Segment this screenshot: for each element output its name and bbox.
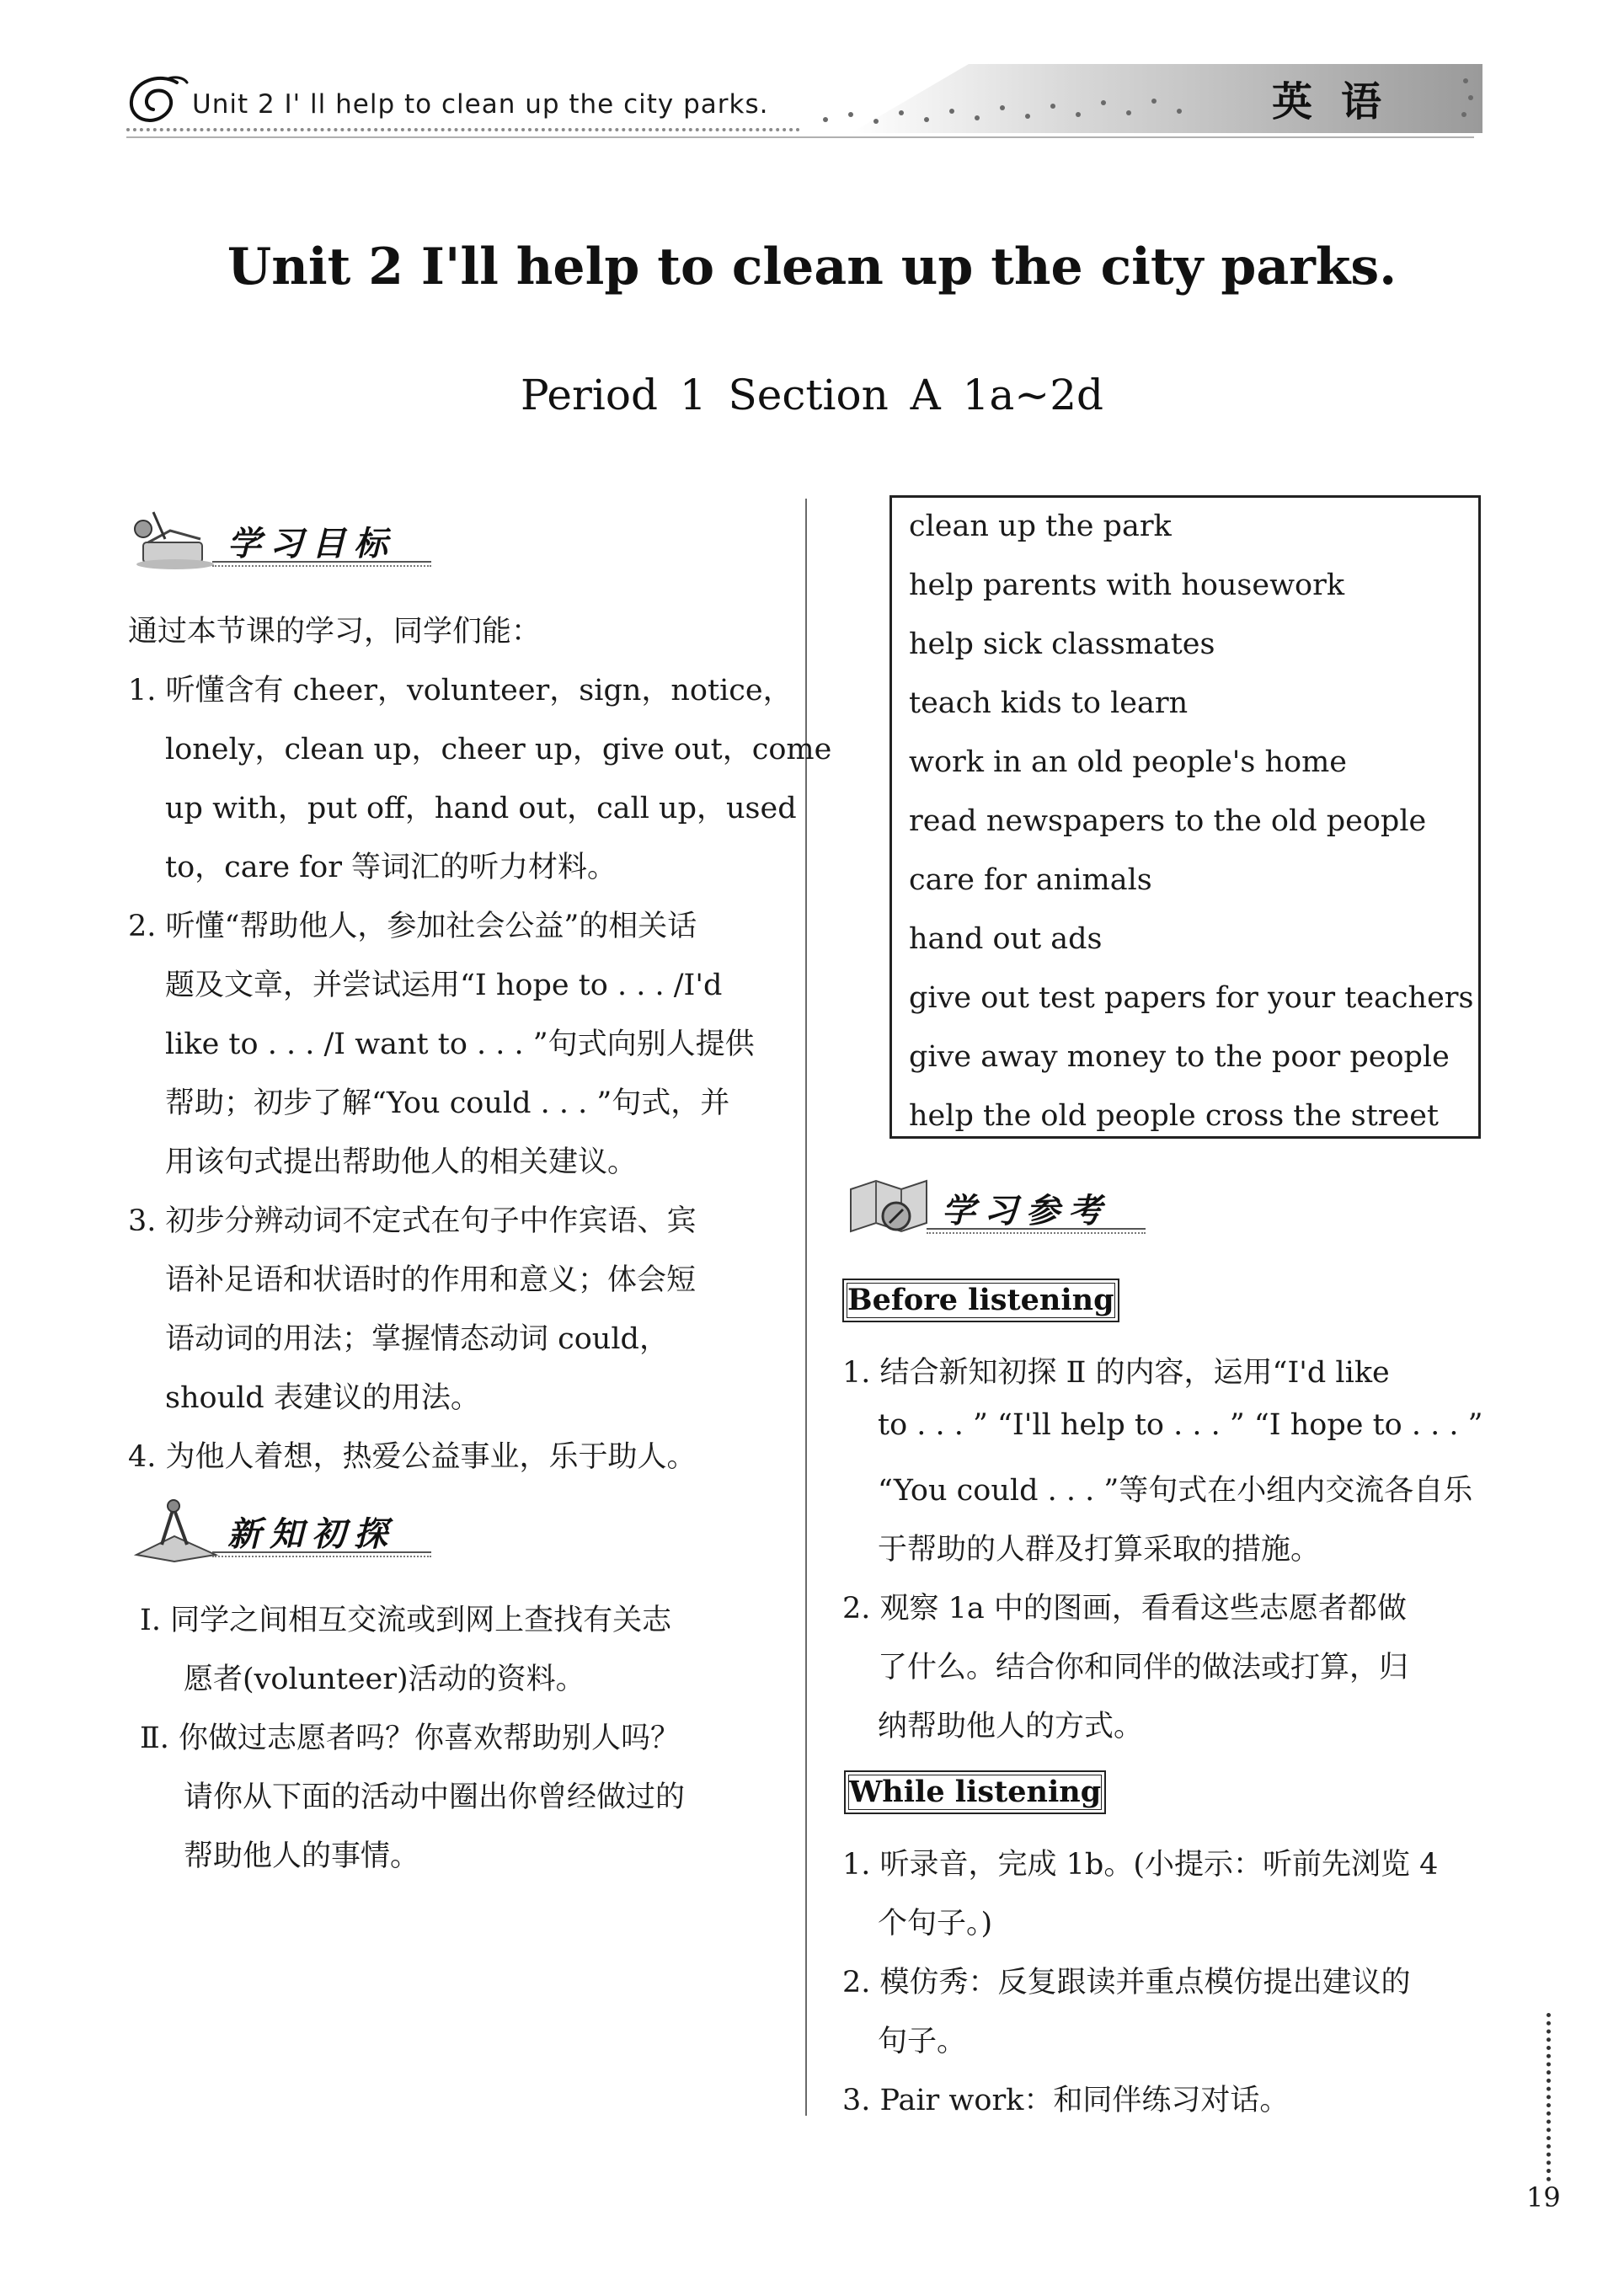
before-listening-line: 2. 观察 1a 中的图画，看看这些志愿者都做 xyxy=(842,1592,1407,1626)
new-knowledge-line: Ⅰ. 同学之间相互交流或到网上查找有关志 xyxy=(140,1604,672,1637)
running-header xyxy=(126,61,1482,145)
new-knowledge-line: 愿者(volunteer)活动的资料。 xyxy=(184,1663,585,1696)
swirl-logo-icon xyxy=(126,71,190,130)
header-dotted-rule xyxy=(126,128,800,131)
heading-dotted-underline xyxy=(212,565,431,567)
page-number: 19 xyxy=(1526,2181,1561,2213)
goals-intro: 通过本节课的学习，同学们能： xyxy=(128,615,542,649)
learning-reference-heading xyxy=(842,1172,1179,1248)
pen-and-book-icon xyxy=(128,505,221,573)
activity-item: care for animals xyxy=(909,863,1152,897)
before-listening-line: to . . . ” “I'll help to . . . ” “I hope to . . . ” xyxy=(878,1408,1483,1442)
goals-line: 题及文章，并尝试运用“I hope to . . . /I'd xyxy=(165,969,723,1002)
activity-item: hand out ads xyxy=(909,922,1103,956)
goals-line: 1. 听懂含有 cheer，volunteer，sign，notice， xyxy=(128,674,793,707)
before-listening-line: 了什么。结合你和同伴的做法或打算，归 xyxy=(878,1651,1409,1684)
goals-line: 4. 为他人着想，热爱公益事业，乐于助人。 xyxy=(128,1440,697,1474)
new-knowledge-line: Ⅱ. 你做过志愿者吗？你喜欢帮助别人吗？ xyxy=(140,1722,681,1755)
new-knowledge-heading xyxy=(128,1496,465,1572)
while-listening-label: While listening xyxy=(844,1770,1106,1814)
activity-item: give out test papers for your teachers xyxy=(909,981,1474,1015)
before-listening-line: 于帮助的人群及打算采取的措施。 xyxy=(878,1533,1321,1567)
heading-underline xyxy=(927,1228,1146,1230)
activity-item: read newspapers to the old people xyxy=(909,804,1427,838)
while-listening-line: 3. Pair work：和同伴练习对话。 xyxy=(842,2084,1290,2117)
goals-line: should 表建议的用法。 xyxy=(165,1381,480,1415)
goals-line: 帮助；初步了解“You could . . . ”句式，并 xyxy=(165,1086,730,1120)
activity-item: give away money to the poor people xyxy=(909,1040,1450,1074)
activity-item: teach kids to learn xyxy=(909,686,1189,720)
running-title: Unit 2 I' ll help to clean up the city parks. xyxy=(192,89,769,120)
activity-item: help the old people cross the street xyxy=(909,1099,1439,1133)
goals-line: 语补足语和状语时的作用和意义；体会短 xyxy=(165,1263,697,1297)
learning-goals-heading xyxy=(128,505,465,581)
heading-underline xyxy=(212,1551,431,1553)
activity-item: clean up the park xyxy=(909,510,1172,543)
before-listening-line: “You could . . . ”等句式在小组内交流各自乐 xyxy=(878,1474,1473,1508)
goals-line: 语动词的用法；掌握情态动词 could， xyxy=(165,1322,669,1356)
telescope-icon xyxy=(128,1496,221,1563)
learning-reference-title: 学习参考 xyxy=(942,1191,1110,1231)
activity-item: help parents with housework xyxy=(909,569,1345,602)
learning-goals-title: 学习目标 xyxy=(227,524,396,563)
activity-item: help sick classmates xyxy=(909,627,1215,661)
goals-line: 3. 初步分辨动词不定式在句子中作宾语、宾 xyxy=(128,1204,697,1238)
before-listening-line: 1. 结合新知初探 Ⅱ 的内容，运用“I'd like xyxy=(842,1356,1390,1390)
new-knowledge-line: 帮助他人的事情。 xyxy=(184,1839,420,1873)
heading-dotted-underline xyxy=(212,1556,431,1557)
heading-dotted-underline xyxy=(927,1232,1146,1234)
while-listening-line: 1. 听录音，完成 1b。(小提示：听前先浏览 4 xyxy=(842,1848,1439,1882)
goals-line: 2. 听懂“帮助他人，参加社会公益”的相关话 xyxy=(128,910,697,943)
while-listening-line: 个句子。) xyxy=(878,1907,993,1941)
activities-box xyxy=(889,495,1481,1139)
map-and-compass-icon xyxy=(842,1172,935,1240)
heading-underline xyxy=(212,561,431,563)
new-knowledge-title: 新知初探 xyxy=(227,1514,396,1554)
goals-line: like to . . . /I want to . . . ”句式向别人提供 xyxy=(165,1028,755,1061)
before-listening-label: Before listening xyxy=(842,1279,1119,1322)
goals-line: up with，put off，hand out，call up，used xyxy=(165,792,797,825)
header-rule xyxy=(126,136,1474,138)
margin-dotted-rule xyxy=(1547,2013,1551,2181)
subject-label: 英语 xyxy=(1272,78,1411,125)
new-knowledge-line: 请你从下面的活动中圈出你曾经做过的 xyxy=(184,1780,686,1814)
before-listening-line: 纳帮助他人的方式。 xyxy=(878,1710,1144,1743)
while-listening-line: 句子。 xyxy=(878,2025,967,2058)
period-title: Period 1 Section A 1a~2d xyxy=(520,371,1104,419)
unit-title: Unit 2 I'll help to clean up the city parks. xyxy=(227,238,1397,296)
while-listening-line: 2. 模仿秀：反复跟读并重点模仿提出建议的 xyxy=(842,1966,1411,1999)
activity-item: work in an old people's home xyxy=(909,745,1348,779)
goals-line: to，care for 等词汇的听力材料。 xyxy=(165,851,617,884)
goals-line: lonely，clean up，cheer up，give out，come xyxy=(165,733,832,766)
goals-line: 用该句式提出帮助他人的相关建议。 xyxy=(165,1145,638,1179)
